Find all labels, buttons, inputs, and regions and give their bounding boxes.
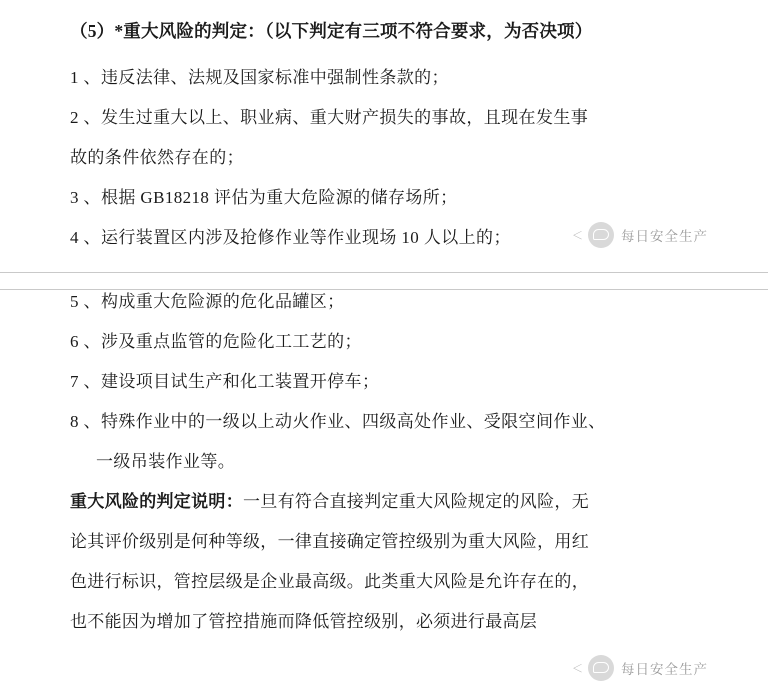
- list-item: 3 、根据 GB18218 评估为重大危险源的储存场所；: [70, 188, 458, 207]
- list-item: 5 、构成重大危险源的危化品罐区；: [70, 292, 345, 311]
- watermark-badge: [572, 655, 708, 681]
- page-title: （5）*重大风险的判定：（以下判定有三项不符合要求，为否决项）: [70, 21, 593, 41]
- list-item-continuation: 一级吊装作业等。: [96, 452, 236, 471]
- list-block-second: [70, 258, 742, 482]
- section-divider-bottom: [0, 289, 768, 290]
- note-label: 重大风险的判定说明：: [70, 492, 243, 511]
- list-item: 4 、运行装置区内涉及抢修作业等作业现场 10 人以上的；: [70, 228, 511, 247]
- note-line: 色进行标识，管控层级是企业最高级。此类重大风险是允许存在的，: [70, 572, 589, 591]
- chevron-left-icon: ＜: [572, 663, 583, 675]
- note-line: 一旦有符合直接判定重大风险规定的风险，无: [243, 492, 589, 511]
- list-item-continuation: 故的条件依然存在的；: [70, 148, 244, 167]
- watermark-badge: [572, 222, 708, 248]
- list-item: 8 、特殊作业中的一级以上动火作业、四级高处作业、受限空间作业、: [70, 412, 606, 431]
- note-line: 论其评价级别是何种等级，一律直接确定管控级别为重大风险，用红: [70, 532, 589, 551]
- section-divider-top: [0, 272, 768, 273]
- watermark-label: 每日安全生产: [621, 229, 708, 244]
- wechat-logo-icon: [588, 222, 614, 248]
- list-item: 7 、建设项目试生产和化工装置开停车；: [70, 372, 380, 391]
- list-item: 6 、涉及重点监管的危险化工工艺的；: [70, 332, 362, 351]
- note-block: [70, 482, 742, 642]
- list-item: 2 、发生过重大以上、职业病、重大财产损失的事故，且现在发生事: [70, 108, 589, 127]
- wechat-logo-icon: [588, 655, 614, 681]
- note-first-line: [70, 482, 742, 522]
- watermark-label: 每日安全生产: [621, 662, 708, 677]
- note-line: 也不能因为增加了管控措施而降低管控级别，必须进行最高层: [70, 612, 538, 631]
- list-item: 1 、违反法律、法规及国家标准中强制性条款的；: [70, 68, 449, 87]
- chevron-left-icon: ＜: [572, 230, 583, 242]
